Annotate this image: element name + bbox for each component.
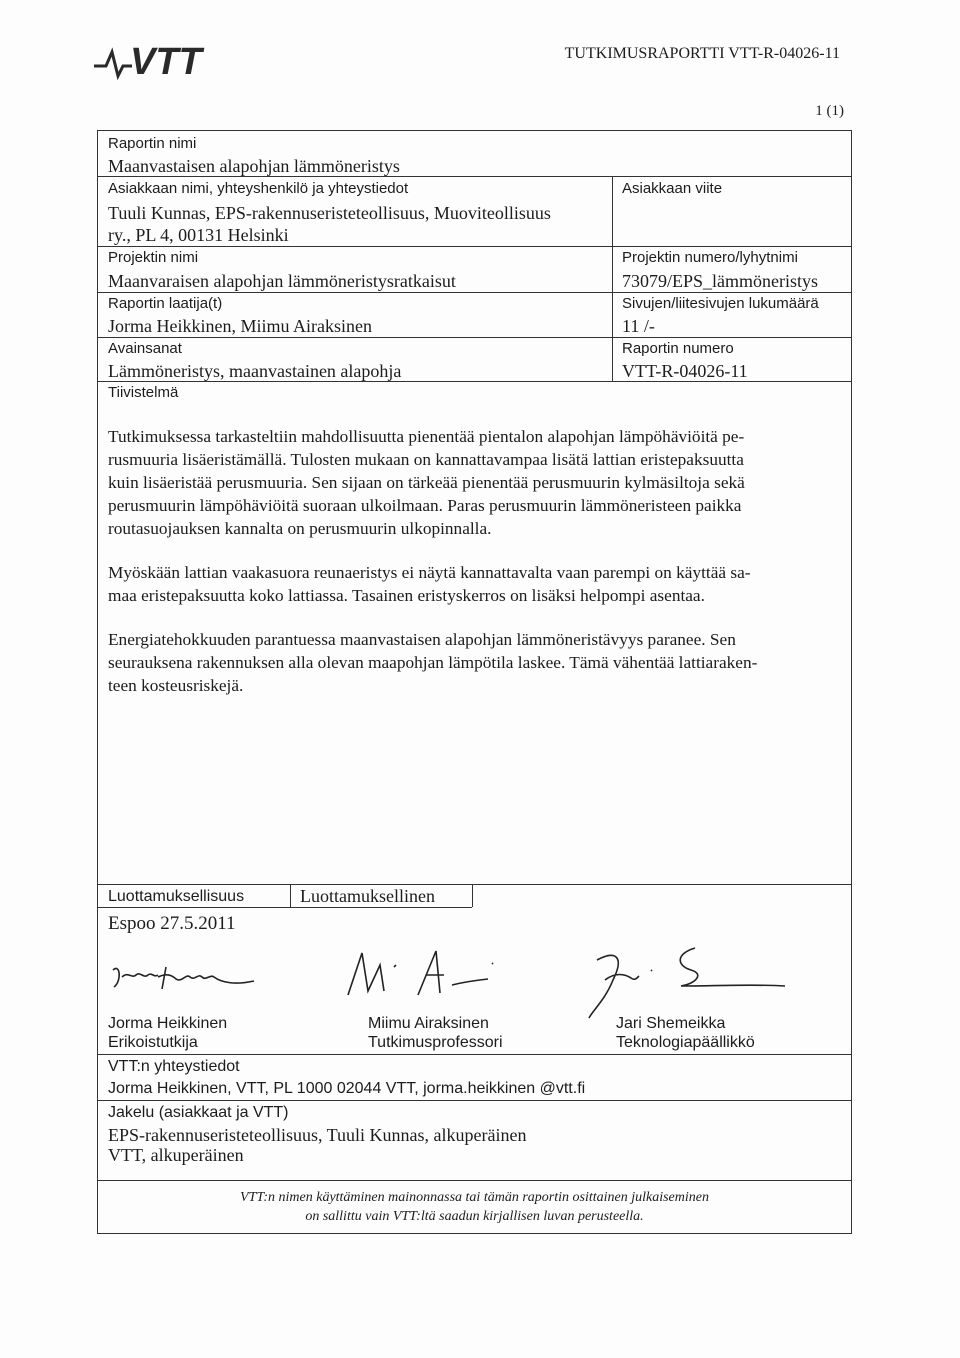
distribution-line2: VTT, alkuperäinen [108, 1145, 244, 1165]
divider [97, 1054, 852, 1055]
distribution-label: Jakelu (asiakkaat ja VTT) [108, 1104, 289, 1121]
report-id-header: TUTKIMUSRAPORTTI VTT-R-04026-11 [564, 45, 840, 62]
usage-notice: VTT:n nimen käyttäminen mainonnassa tai tämän raportin osittainen julkaiseminen on sallittu vain VTT:ltä saadun kirjallisen luvan perusteella. [240, 1190, 709, 1224]
contact-value: Jorma Heikkinen, VTT, PL 1000 02044 VTT, jorma.heikkinen @vtt.fi [108, 1080, 586, 1097]
signatory-title: Tutkimusprofessori [368, 1034, 503, 1051]
client-line1: Tuuli Kunnas, EPS-rakennuseristeteollisuus, Muoviteollisuus [108, 203, 551, 223]
divider [97, 337, 852, 338]
pages: 11 /- [622, 316, 655, 336]
client-line2: ry., PL 4, 00131 Helsinki [108, 225, 289, 245]
client-label: Asiakkaan nimi, yhteyshenkilö ja yhteystiedot [108, 180, 409, 197]
summary-label: Tiivistelmä [108, 384, 179, 401]
place-date: Espoo 27.5.2011 [108, 913, 236, 934]
summary-text [108, 425, 838, 718]
authors: Jorma Heikkinen, Miimu Airaksinen [108, 316, 372, 336]
report-name-label: Raportin nimi [108, 135, 197, 152]
signature-shemeikka [585, 940, 795, 1025]
column-divider [290, 884, 291, 907]
divider [97, 292, 852, 293]
contact-label: VTT:n yhteystiedot [108, 1058, 240, 1075]
vtt-logo [92, 30, 222, 80]
signature-airaksinen [340, 945, 510, 1005]
project-no: 73079/EPS_lämmöneristys [622, 271, 819, 291]
pages-label: Sivujen/liitesivujen lukumäärä [622, 295, 819, 312]
authors-label: Raportin laatija(t) [108, 295, 223, 312]
signatory-title: Teknologiapäällikkö [616, 1034, 755, 1051]
project-name: Maanvaraisen alapohjan lämmöneristysratkaisut [108, 271, 456, 291]
client-ref-label: Asiakkaan viite [622, 180, 723, 197]
project-name-label: Projektin nimi [108, 249, 199, 266]
report-name: Maanvastaisen alapohjan lämmöneristys [108, 156, 400, 176]
confidentiality-value: Luottamuksellinen [300, 886, 435, 906]
logo-text: VTT [130, 41, 202, 80]
keywords-label: Avainsanat [108, 340, 182, 357]
signatory-name: Miimu Airaksinen [368, 1015, 489, 1032]
distribution-line1: EPS-rakennuseristeteollisuus, Tuuli Kunnas, alkuperäinen [108, 1125, 527, 1145]
signatory-name: Jari Shemeikka [616, 1015, 726, 1032]
column-divider [472, 884, 473, 907]
page-number: 1 (1) [815, 103, 844, 119]
signature-heikkinen [108, 955, 288, 1000]
summary-paragraph: Tutkimuksessa tarkasteltiin mahdollisuutta pienentää pientalon alapohjan lämpöhäviöitä pe- rusmuuria lisäeristämällä. Tulosten mukaan on kannattavampaa lisätä lattian eristepaksuutta kuin lisäeristää perusmuuria. Sen sijaan on tärkeää pienentää perusmuurin kylmäsiltoja sekä perusmuurin lämpöhäviöitä suoraan ulkoilmaan. Paras perusmuurin lämmöneristeen paikka routasuojauksen kannalta on perusmuurin ulkopinnalla. [108, 427, 745, 538]
keywords: Lämmöneristys, maanvastainen alapohja [108, 361, 402, 381]
signatory-title: Erikoistutkija [108, 1034, 198, 1051]
summary-paragraph: Myöskään lattian vaakasuora reunaeristys ei näytä kannattavalta vaan parempi on käyttää sa- maa eristepaksuutta koko lattiassa. Tasainen eristyskerros on lisäksi helpompi asentaa. [108, 563, 751, 605]
divider [97, 907, 472, 908]
project-no-label: Projektin numero/lyhytnimi [622, 249, 798, 266]
column-divider [612, 176, 613, 381]
divider [97, 1180, 852, 1181]
report-no: VTT-R-04026-11 [622, 361, 748, 381]
divider [97, 246, 852, 247]
confidentiality-label: Luottamuksellisuus [108, 888, 245, 905]
divider [97, 884, 852, 885]
report-no-label: Raportin numero [622, 340, 734, 357]
signatory-name: Jorma Heikkinen [108, 1015, 228, 1032]
divider [97, 1100, 852, 1101]
summary-paragraph: Energiatehokkuuden parantuessa maanvastaisen alapohjan lämmöneristävyys paranee. Sen seurauksena rakennuksen alla olevan maapohjan lämpötila laskee. Tämä vähentää lattiaraken- teen kosteusriskejä. [108, 630, 758, 695]
